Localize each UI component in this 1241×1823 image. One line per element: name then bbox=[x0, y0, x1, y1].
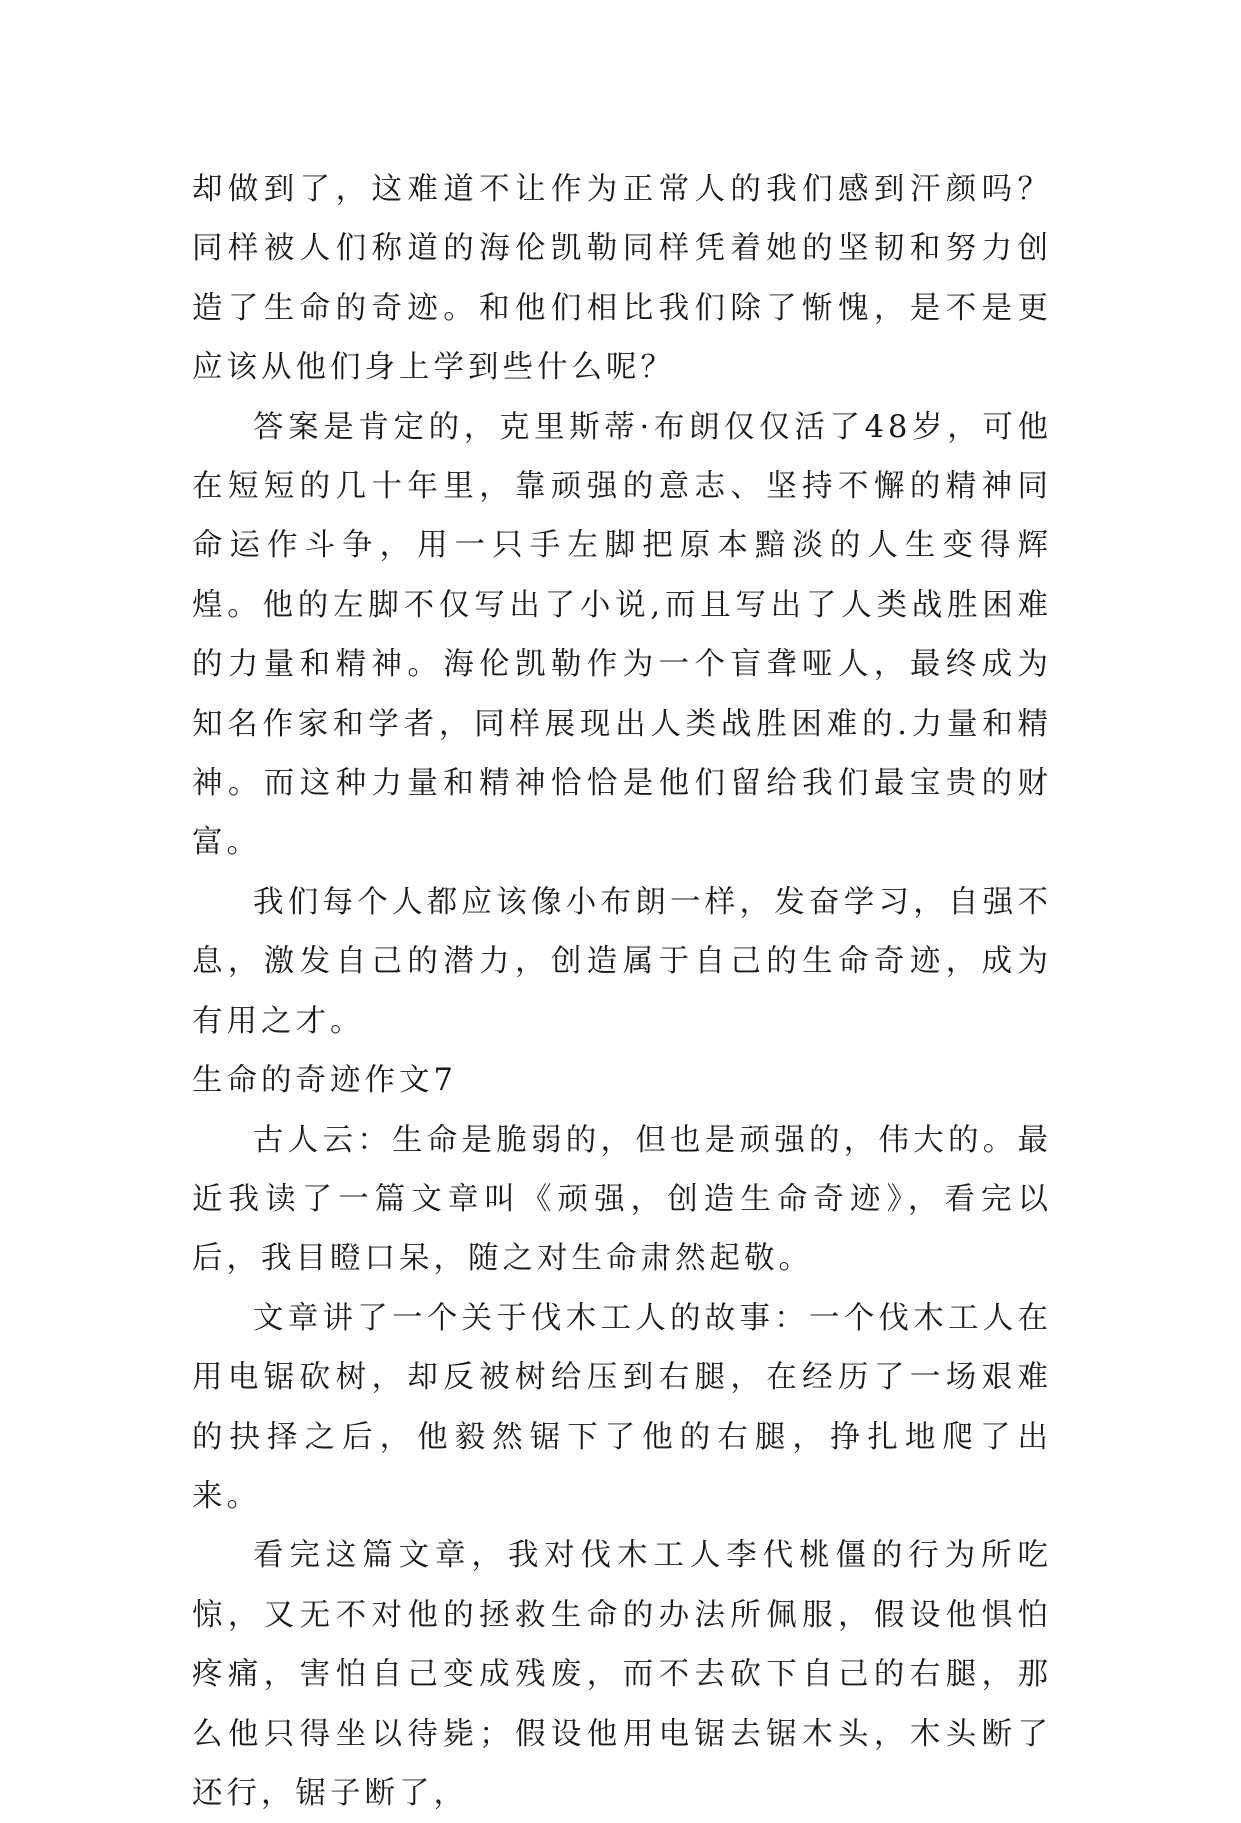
paragraph-6: 看完这篇文章，我对伐木工人李代桃僵的行为所吃惊，又无不对他的拯救生命的办法所佩服，假设他惧怕疼痛，害怕自己变成残废，而不去砍下自己的右腿，那么他只得坐以待毙；假设他用电锯去锯木头，木头断了还行，锯子断了， bbox=[192, 1538, 1052, 1811]
paragraph-4: 古人云：生命是脆弱的，但也是顽强的，伟大的。最近我读了一篇文章叫《顽强，创造生命奇迹》，看完以后，我目瞪口呆，随之对生命肃然起敬。 bbox=[192, 1122, 1052, 1277]
document-body bbox=[192, 160, 1052, 1823]
paragraph-2: 答案是肯定的，克里斯蒂·布朗仅仅活了48岁，可他在短短的几十年里，靠顽强的意志、坚持不懈的精神同命运作斗争，用一只手左脚把原本黯淡的人生变得辉煌。他的左脚不仅写出了小说,而且写出了人类战胜困难的力量和精神。海伦凯勒作为一个盲聋哑人，最终成为知名作家和学者，同样展现出人类战胜困难的.力量和精神。而这种力量和精神恰恰是他们留给我们最宝贵的财富。 bbox=[192, 409, 1052, 861]
paragraph-5: 文章讲了一个关于伐木工人的故事：一个伐木工人在用电锯砍树，却反被树给压到右腿，在经历了一场艰难的抉择之后，他毅然锯下了他的右腿，挣扎地爬了出来。 bbox=[192, 1300, 1052, 1514]
paragraph-1: 却做到了，这难道不让作为正常人的我们感到汗颜吗？同样被人们称道的海伦凯勒同样凭着她的坚韧和努力创造了生命的奇迹。和他们相比我们除了惭愧，是不是更应该从他们身上学到些什么呢？ bbox=[192, 172, 1052, 386]
paragraph-3: 我们每个人都应该像小布朗一样，发奋学习，自强不息，激发自己的潜力，创造属于自己的生命奇迹，成为有用之才。 bbox=[192, 884, 1052, 1039]
section-title: 生命的奇迹作文7 bbox=[192, 1063, 457, 1099]
